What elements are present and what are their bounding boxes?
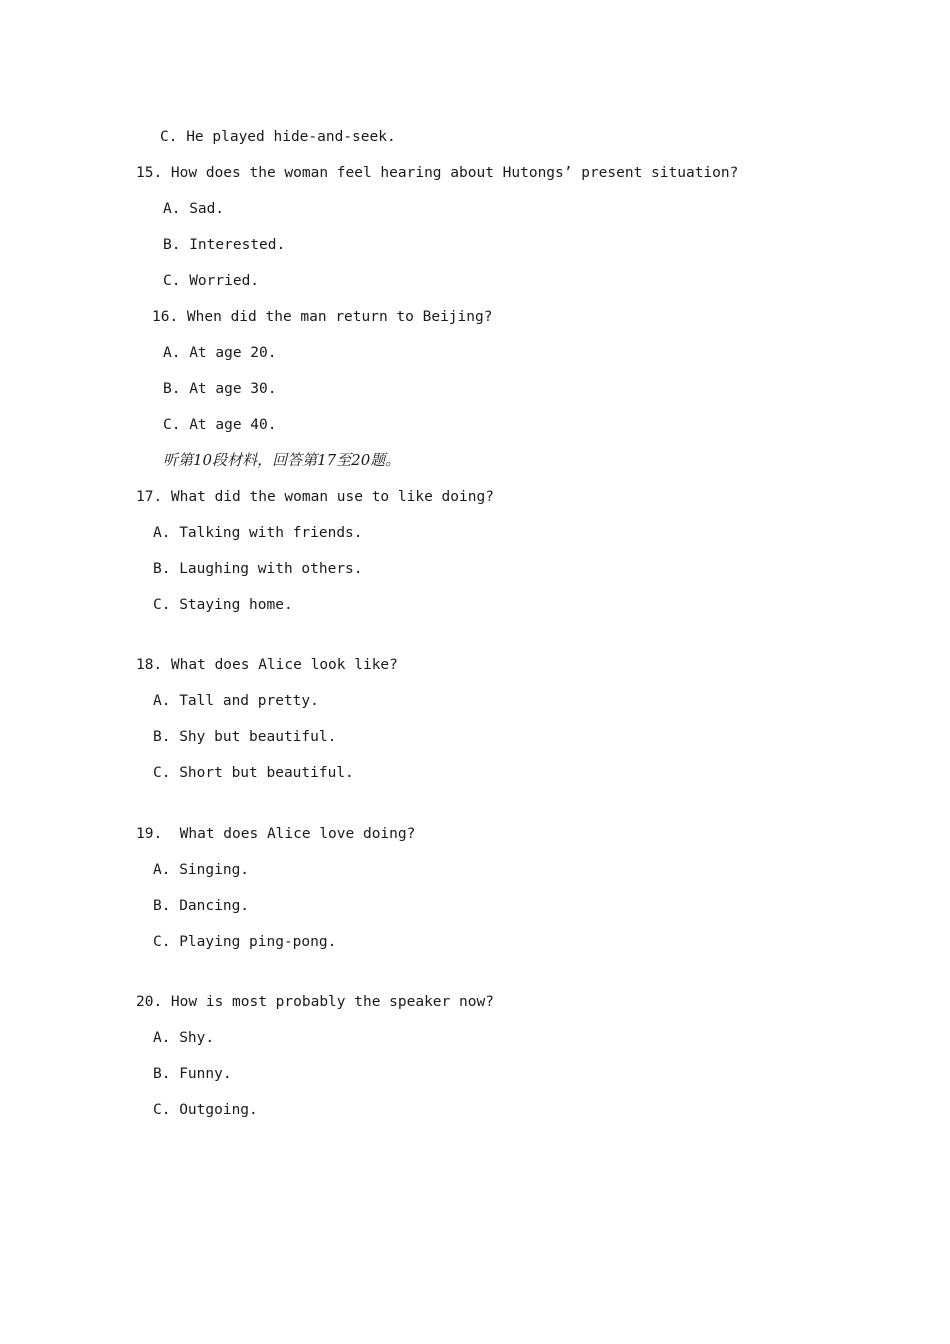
q16-option-c: C. At age 40. [163, 417, 277, 433]
q19-option-b: B. Dancing. [153, 898, 250, 914]
section-instruction: 听第10段材料，回答第17至20题。 [163, 451, 401, 469]
question-17: 17. What did the woman use to like doing? [136, 489, 494, 505]
question-16: 16. When did the man return to Beijing? [152, 309, 493, 325]
q18-option-a: A. Tall and pretty. [153, 693, 319, 709]
q18-option-b: B. Shy but beautiful. [153, 729, 337, 745]
q14-option-c: C. He played hide-and-seek. [160, 129, 396, 145]
q15-option-a: A. Sad. [163, 201, 225, 217]
q15-option-b: B. Interested. [163, 237, 286, 253]
question-19: 19. What does Alice love doing? [136, 826, 416, 842]
q18-option-c: C. Short but beautiful. [153, 765, 354, 781]
q16-option-a: A. At age 20. [163, 345, 277, 361]
q20-option-b: B. Funny. [153, 1066, 232, 1082]
question-15: 15. How does the woman feel hearing about Hutongs’ present situation? [136, 165, 739, 181]
question-20: 20. How is most probably the speaker now? [136, 994, 494, 1010]
q17-option-a: A. Talking with friends. [153, 525, 363, 541]
q20-option-c: C. Outgoing. [153, 1102, 258, 1118]
q17-option-b: B. Laughing with others. [153, 561, 363, 577]
q19-option-a: A. Singing. [153, 862, 250, 878]
q15-option-c: C. Worried. [163, 273, 260, 289]
q20-option-a: A. Shy. [153, 1030, 215, 1046]
q19-option-c: C. Playing ping-pong. [153, 934, 337, 950]
q17-option-c: C. Staying home. [153, 597, 293, 613]
q16-option-b: B. At age 30. [163, 381, 277, 397]
question-18: 18. What does Alice look like? [136, 657, 398, 673]
